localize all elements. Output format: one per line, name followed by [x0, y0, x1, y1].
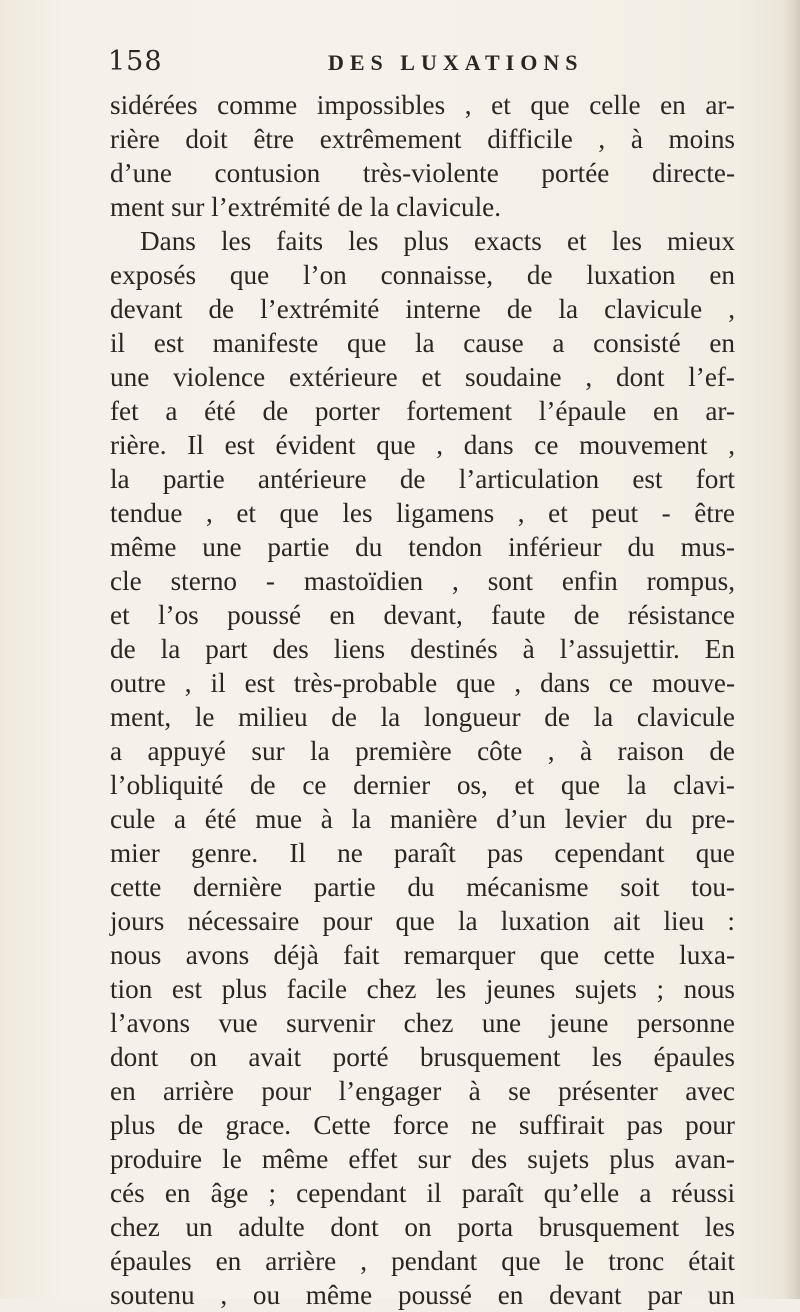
body-text [110, 88, 735, 1312]
text-line: ment, le milieu de la longueur de la clavicule [110, 702, 735, 732]
text-line: d’une contusion très-violente portée directe- [110, 158, 735, 188]
text-line: rière. Il est évident que , dans ce mouvement , [110, 430, 735, 460]
text-line: ment sur l’extrémité de la clavicule. [110, 192, 502, 222]
text-line: sidérées comme impossibles , et que celle en ar- [110, 90, 735, 120]
text-line: l’obliquité de ce dernier os, et que la clavi- [110, 770, 735, 800]
text-line: rière doit être extrêmement difficile , à moins [110, 124, 735, 154]
text-line: devant de l’extrémité interne de la clavicule , [110, 294, 735, 324]
text-line: une violence extérieure et soudaine , dont l’ef- [110, 362, 735, 392]
text-line: tion est plus facile chez les jeunes sujets ; nous [110, 974, 735, 1004]
text-line: la partie antérieure de l’articulation est fort [110, 464, 735, 494]
text-line: tendue , et que les ligamens , et peut - être [110, 498, 735, 528]
text-line: de la part des liens destinés à l’assujettir. En [110, 634, 735, 664]
running-title: DES LUXATIONS [328, 50, 584, 75]
text-line: cés en âge ; cependant il paraît qu’elle a réussi [110, 1178, 735, 1208]
text-line: exposés que l’on connaisse, de luxation en [110, 260, 735, 290]
text-line: l’avons vue survenir chez une jeune personne [110, 1008, 735, 1038]
text-line: dont on avait porté brusquement les épaules [110, 1042, 735, 1072]
text-line: en arrière pour l’engager à se présenter avec [110, 1076, 735, 1106]
text-line: plus de grace. Cette force ne suffirait pas pour [110, 1110, 735, 1140]
text-line: cle sterno - mastoïdien , sont enfin rompus, [110, 566, 735, 596]
text-line: même une partie du tendon inférieur du mus- [110, 532, 735, 562]
page-number: 158 [108, 46, 163, 77]
text-line: nous avons déjà fait remarquer que cette luxa- [110, 940, 735, 970]
text-line: fet a été de porter fortement l’épaule en ar- [110, 396, 735, 426]
text-line: produire le même effet sur des sujets plus avan- [110, 1144, 735, 1174]
text-line: mier genre. Il ne paraît pas cependant que [110, 838, 735, 868]
text-line: Dans les faits les plus exacts et les mieux [140, 226, 735, 256]
text-line: soutenu , ou même poussé en devant par un [110, 1280, 735, 1310]
page-edge-shadow [782, 0, 800, 1299]
text-line: outre , il est très-probable que , dans ce mouve- [110, 668, 735, 698]
text-line: cule a été mue à la manière d’un levier du pre- [110, 804, 735, 834]
text-line: jours nécessaire pour que la luxation ait lieu : [110, 906, 735, 936]
text-line: a appuyé sur la première côte , à raison de [110, 736, 735, 766]
text-line: épaules en arrière , pendant que le tronc était [110, 1246, 735, 1276]
text-line: chez un adulte dont on porta brusquement les [110, 1212, 735, 1242]
text-line: il est manifeste que la cause a consisté en [110, 328, 735, 358]
text-line: et l’os poussé en devant, faute de résistance [110, 600, 735, 630]
page-header [108, 46, 718, 86]
text-line: cette dernière partie du mécanisme soit tou- [110, 872, 735, 902]
